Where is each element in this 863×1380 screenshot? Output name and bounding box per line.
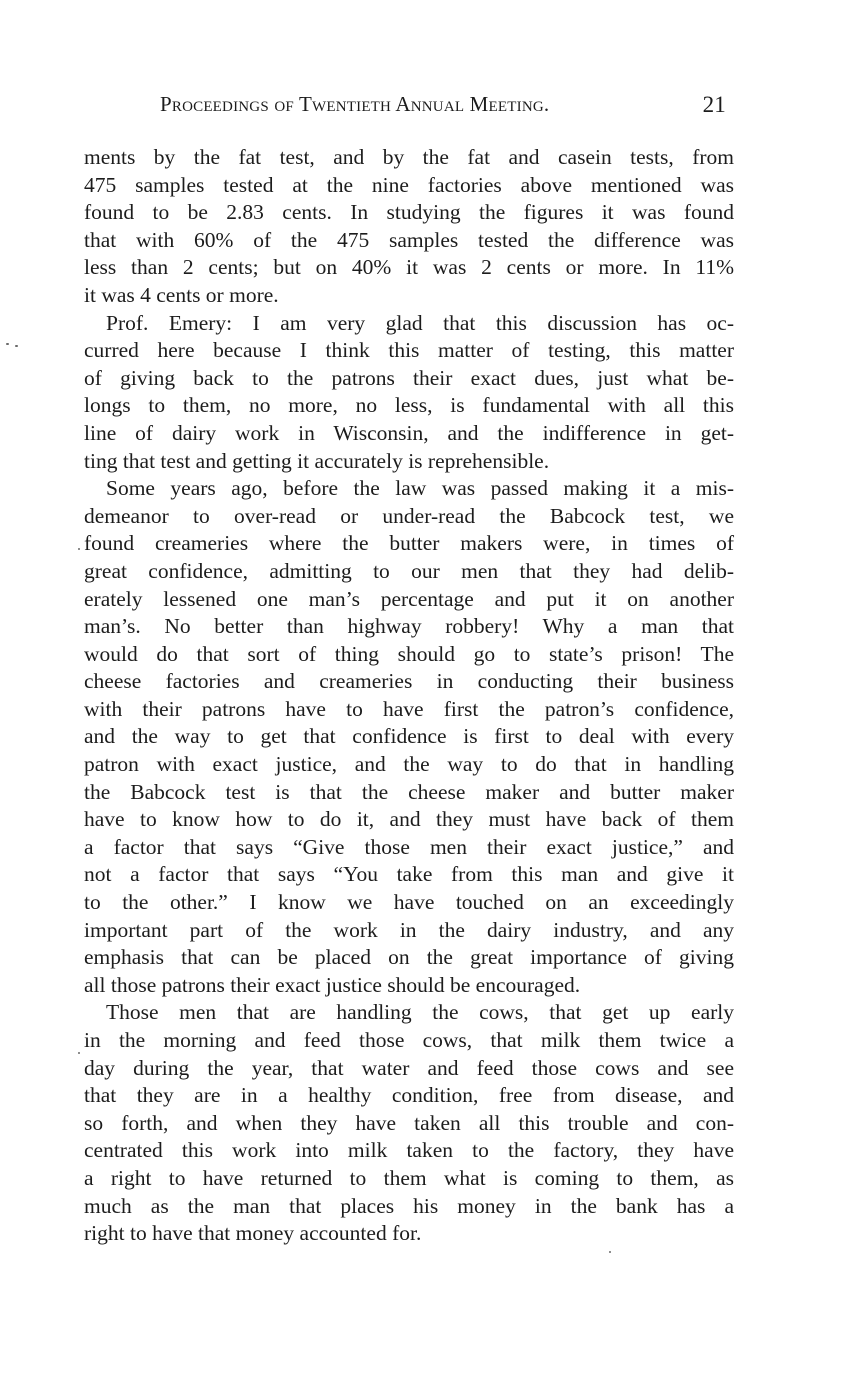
text-line: found creameries where the butter makers were, in times of — [84, 531, 734, 556]
text-line: right to have that money accounted for. — [84, 1221, 422, 1246]
print-speck — [15, 345, 18, 347]
text-line: have to know how to do it, and they must have back of them — [84, 807, 734, 832]
text-line: it was 4 cents or more. — [84, 282, 279, 307]
text-line: emphasis that can be placed on the great importance of giving — [84, 945, 734, 970]
text-line: cheese factories and creameries in conducting their business — [84, 669, 734, 694]
text-line: with their patrons have to have first the patron’s confidence, — [84, 696, 734, 721]
text-line: of giving back to the patrons their exact dues, just what be- — [84, 365, 734, 390]
print-speck — [609, 1251, 611, 1253]
text-line: ting that test and getting it accurately is reprehensible. — [84, 448, 550, 473]
text-line: that with 60% of the 475 samples tested the difference was — [84, 227, 734, 252]
text-line: the Babcock test is that the cheese maker and butter maker — [84, 779, 734, 804]
text-line: to the other.” I know we have touched on an exceedingly — [84, 890, 734, 915]
page-number: 21 — [702, 92, 726, 117]
text-line: Some years ago, before the law was passed making it a mis- — [106, 476, 734, 501]
text-line: man’s. No better than highway robbery! Why a man that — [84, 614, 734, 639]
text-line: important part of the work in the dairy industry, and any — [84, 917, 734, 942]
text-line: 475 samples tested at the nine factories above mentioned was — [84, 172, 734, 197]
text-line: demeanor to over-read or under-read the Babcock test, we — [84, 503, 734, 528]
text-line: centrated this work into milk taken to the factory, they have — [84, 1138, 734, 1163]
text-line: patron with exact justice, and the way to do that in handling — [84, 752, 734, 777]
paragraph — [84, 475, 734, 999]
text-line: in the morning and feed those cows, that milk them twice a — [84, 1028, 734, 1052]
text-line: much as the man that places his money in the bank has a — [84, 1193, 734, 1218]
running-head — [84, 92, 734, 122]
paragraph — [84, 999, 734, 1247]
running-title: Proceedings of Twentieth Annual Meeting. — [160, 92, 550, 116]
text-line: day during the year, that water and feed those cows and see — [84, 1055, 734, 1080]
text-line: and the way to get that confidence is first to deal with every — [84, 724, 734, 749]
text-line: erately lessened one man’s percentage and put it on another — [84, 586, 734, 611]
text-line: found to be 2.83 cents. In studying the figures it was found — [84, 200, 734, 225]
text-line: would do that sort of thing should go to state’s prison! The — [84, 641, 734, 666]
text-line: less than 2 cents; but on 40% it was 2 cents or more. In 11% — [84, 255, 734, 280]
paragraph — [84, 310, 734, 476]
text-line: a factor that says “Give those men their exact justice,” and — [84, 834, 734, 859]
text-line: curred here because I think this matter of testing, this matter — [84, 338, 734, 363]
text-line: longs to them, no more, no less, is fundamental with all this — [84, 393, 734, 418]
body-text — [84, 144, 734, 1248]
text-line: all those patrons their exact justice should be encouraged. — [84, 972, 581, 997]
paragraph — [84, 144, 734, 310]
print-speck — [6, 343, 9, 345]
text-line: not a factor that says “You take from this man and give it — [84, 862, 734, 887]
print-speck — [78, 548, 80, 550]
print-speck — [78, 1052, 80, 1054]
text-line: ments by the fat test, and by the fat and casein tests, from — [84, 145, 734, 169]
text-line: a right to have returned to them what is coming to them, as — [84, 1165, 734, 1190]
text-line: great confidence, admitting to our men that they had delib- — [84, 558, 734, 583]
text-line: so forth, and when they have taken all this trouble and con- — [84, 1110, 734, 1135]
text-line: Prof. Emery: I am very glad that this discussion has oc- — [106, 310, 734, 335]
text-line: that they are in a healthy condition, free from disease, and — [84, 1083, 734, 1108]
text-line: Those men that are handling the cows, that get up early — [106, 1000, 734, 1025]
text-line: line of dairy work in Wisconsin, and the indifference in get- — [84, 420, 734, 445]
